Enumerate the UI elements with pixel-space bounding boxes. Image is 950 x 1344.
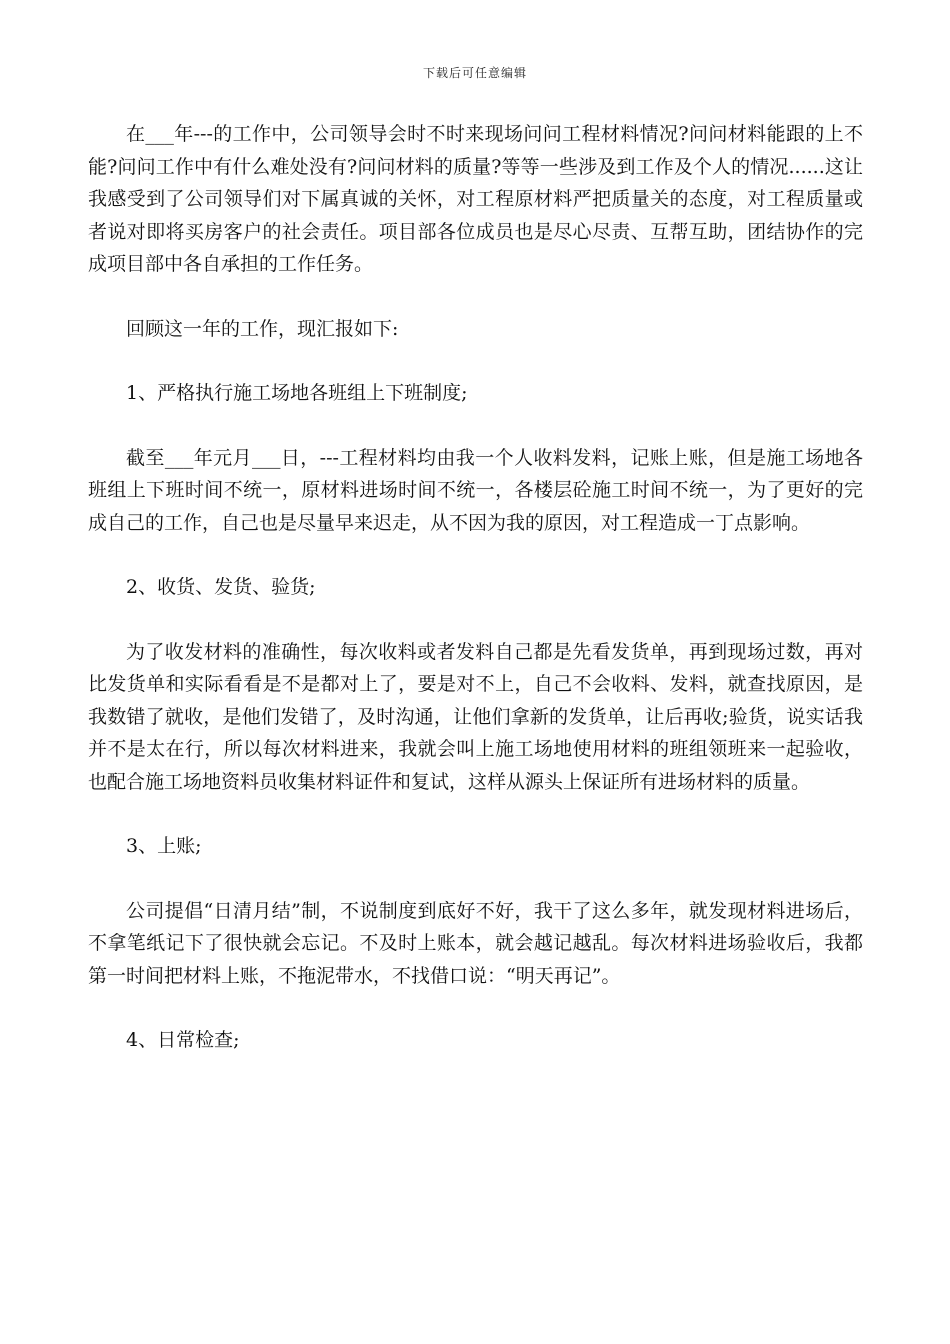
page-header: 下载后可任意编辑: [422, 66, 527, 80]
paragraph-section-3: 公司提倡“日清月结”制，不说制度到底好不好，我干了这么多年，就发现材料进场后，不拿笔纸记下了很快就会忘记。不及时上账本，就会越记越乱。每次材料进场验收后，我都第一时间把材料上账，不拖泥带水，不找借口说：“明天再记”。: [88, 899, 863, 987]
paragraph-section-2: 为了收发材料的准确性，每次收料或者发料自己都是先看发货单，再到现场过数，再对比发货单和实际看看是不是都对上了，要是对不上，自己不会收料、发料，就查找原因，是我数错了就收，是他们发错了，及时沟通，让他们拿新的发货单，让后再收;验货，说实话我并不是太在行，所以每次材料进来，我就会叫上施工场地使用材料的班组领班来一起验收，也配合施工场地资料员收集材料证件和复试，这样从源头上保证所有进场材料的质量。: [88, 640, 863, 793]
paragraph-section-1: 截至___年元月___日，---工程材料均由我一个人收料发料，记账上账，但是施工场地各班组上下班时间不统一，原材料进场时间不统一，各楼层砼施工时间不统一，为了更好的完成自己的工作，自己也是尽量早来迟走，从不因为我的原因，对工程造成一丁点影响。: [88, 446, 863, 534]
paragraph-review: 回顾这一年的工作，现汇报如下:: [126, 317, 399, 340]
section-heading-1: 1、严格执行施工场地各班组上下班制度;: [126, 382, 468, 404]
section-heading-4: 4、日常检查;: [126, 1029, 240, 1051]
section-heading-3: 3、上账;: [126, 835, 202, 857]
paragraph-intro: 在___年---的工作中，公司领导会时不时来现场问问工程材料情况?问问材料能跟的上不能?问问工作中有什么难处没有?问问材料的质量?等等一些涉及到工作及个人的情况......这让我感受到了公司领导们对下属真诚的关怀，对工程原材料严把质量关的态度，对工程质量或者说对即将买房客户的社会责任。项目部各位成员也是尽心尽责、互帮互助，团结协作的完成项目部中各自承担的工作任务。: [88, 123, 863, 275]
section-heading-2: 2、收货、发货、验货;: [126, 576, 316, 598]
document-body: [88, 118, 863, 1057]
